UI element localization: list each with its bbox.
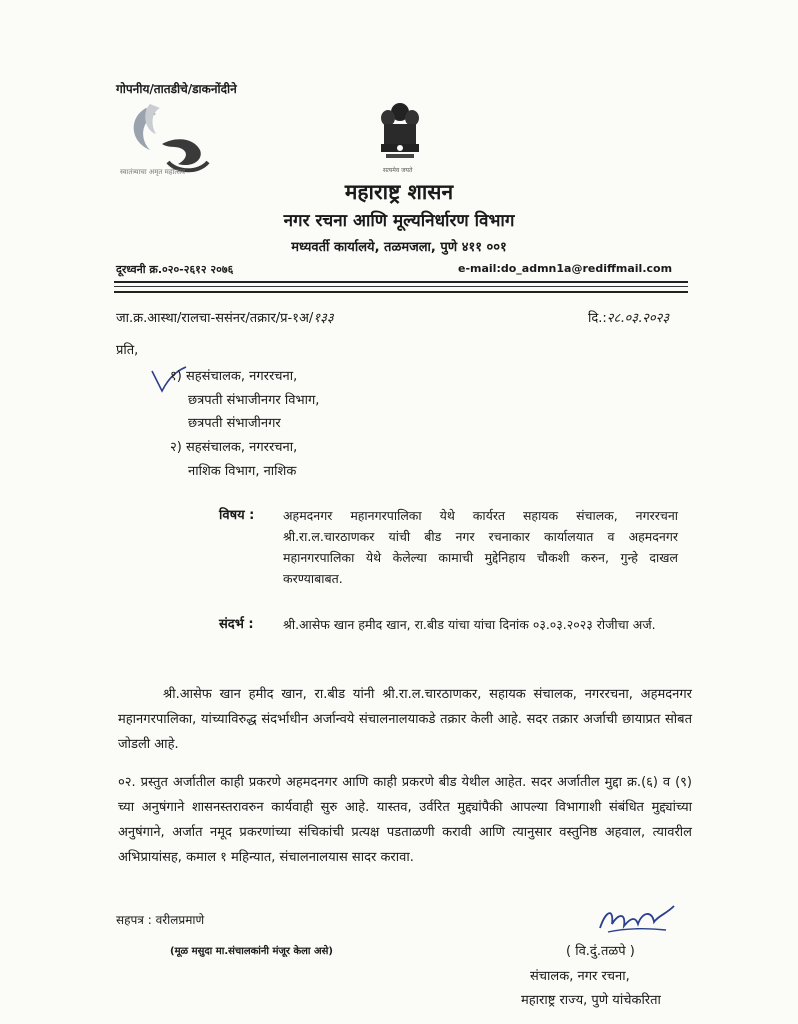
government-title: महाराष्ट्र शासन bbox=[344, 180, 454, 204]
signatory-for: महाराष्ट्र राज्य, पुणे यांचेकरिता bbox=[521, 993, 661, 1008]
subject-label: विषय : bbox=[219, 508, 255, 523]
header-divider bbox=[114, 281, 688, 283]
recipient-2-line-2: नाशिक विभाग, नाशिक bbox=[188, 464, 297, 479]
confidentiality-note: गोपनीय/तातडीचे/डाकनोंदीने bbox=[116, 82, 237, 96]
approval-note: (मूळ मसुदा मा.संचालकांनी मंजूर केला असे) bbox=[170, 946, 333, 957]
subject-text: अहमदनगर महानगरपालिका येथे कार्यरत सहायक संचालक, नगररचना श्री.रा.ल.चारठाणकर यांची बीड नगर रचनाकार कार्यालयात व अहमदनगर महानगरपालिका येथे केलेल्या कामाची मुद्देनिहाय चौकशी करुन, गुन्हे दाखल करण्याबाबत. bbox=[283, 508, 678, 586]
state-emblem-icon bbox=[378, 100, 422, 166]
context-text: श्री.आसेफ खान हमीद खान, रा.बीड यांचा यांचा दिनांक ०३.०३.२०२३ रोजीचा अर्ज. bbox=[283, 617, 656, 632]
reference-prefix: जा.क्र.आस्था/रालचा-ससंनर/तक्रार/प्र-१अ/ bbox=[116, 311, 314, 326]
header-divider bbox=[114, 291, 688, 293]
recipient-2-line-1: २) सहसंचालक, नगररचना, bbox=[170, 440, 298, 455]
email-address: e-mail:do_admn1a@rediffmail.com bbox=[458, 262, 673, 275]
header-divider bbox=[114, 286, 688, 287]
signatory-name: ( वि.दुं.तळपे ) bbox=[566, 944, 635, 959]
logo-caption: स्वातंत्र्याचा अमृत महोत्सव bbox=[120, 168, 185, 176]
department-title: नगर रचना आणि मूल्यनिर्धारण विभाग bbox=[283, 211, 515, 231]
body-paragraph-2: ०२. प्रस्तुत अर्जातील काही प्रकरणे अहमदनगर आणि काही प्रकरणे बीड येथील आहेत. सदर अर्जातील मुद्दा क्र.(६) व (९) च्या अनुषंगाने शासनस्तरावरुन कार्यवाही सुरु आहे. यास्तव, उर्वरित मुद्द्यांपैकी आपल्या विभागाशी संबंधित मुद्द्यांच्या अनुषंगाने, अर्जात नमूद प्रकरणांच्या संचिकांची प्रत्यक्ष पडताळणी करावी आणि त्यानुसार वस्तुनिष्ठ अहवाल, त्यावरील अभिप्रायांसह, कमाल १ महिन्यात, संचालनालयास सादर करावा. bbox=[118, 775, 692, 865]
recipient-1-line-3: छत्रपती संभाजीनगर bbox=[188, 416, 281, 431]
reference-date bbox=[588, 308, 669, 326]
date-prefix: दि.: bbox=[588, 311, 607, 326]
emblem-caption: सत्यमेव जयते bbox=[383, 167, 413, 174]
reference-handwritten-number: १३३ bbox=[313, 311, 334, 326]
signature-icon bbox=[596, 902, 680, 938]
recipient-1-line-2: छत्रपती संभाजीनगर विभाग, bbox=[188, 393, 320, 408]
signatory-designation: संचालक, नगर रचना, bbox=[530, 969, 630, 984]
handwritten-date: २८.०३.२०२३ bbox=[606, 311, 670, 326]
salutation: प्रति, bbox=[116, 343, 139, 358]
enclosure-note: सहपत्र : वरीलप्रमाणे bbox=[116, 913, 205, 927]
recipient-1-line-1: १) सहसंचालक, नगररचना, bbox=[170, 369, 298, 384]
body-paragraph-1: श्री.आसेफ खान हमीद खान, रा.बीड यांनी श्री.रा.ल.चारठाणकर, सहायक संचालक, नगररचना, अहमदनगर महानगरपालिका, यांच्याविरुद्ध संदर्भाधीन अर्जान्वये संचालनालयाकडे तक्रार केली आहे. सदर तक्रार अर्जाची छायाप्रत सोबत जोडली आहे. bbox=[118, 687, 692, 752]
context-label: संदर्भ : bbox=[219, 617, 254, 632]
office-address: मध्यवर्ती कार्यालये, तळमजला, पुणे ४११ ००१ bbox=[291, 240, 507, 255]
reference-number bbox=[116, 308, 334, 326]
phone-number: दूरध्वनी क्र.०२०-२६१२ २०७६ bbox=[116, 263, 234, 276]
